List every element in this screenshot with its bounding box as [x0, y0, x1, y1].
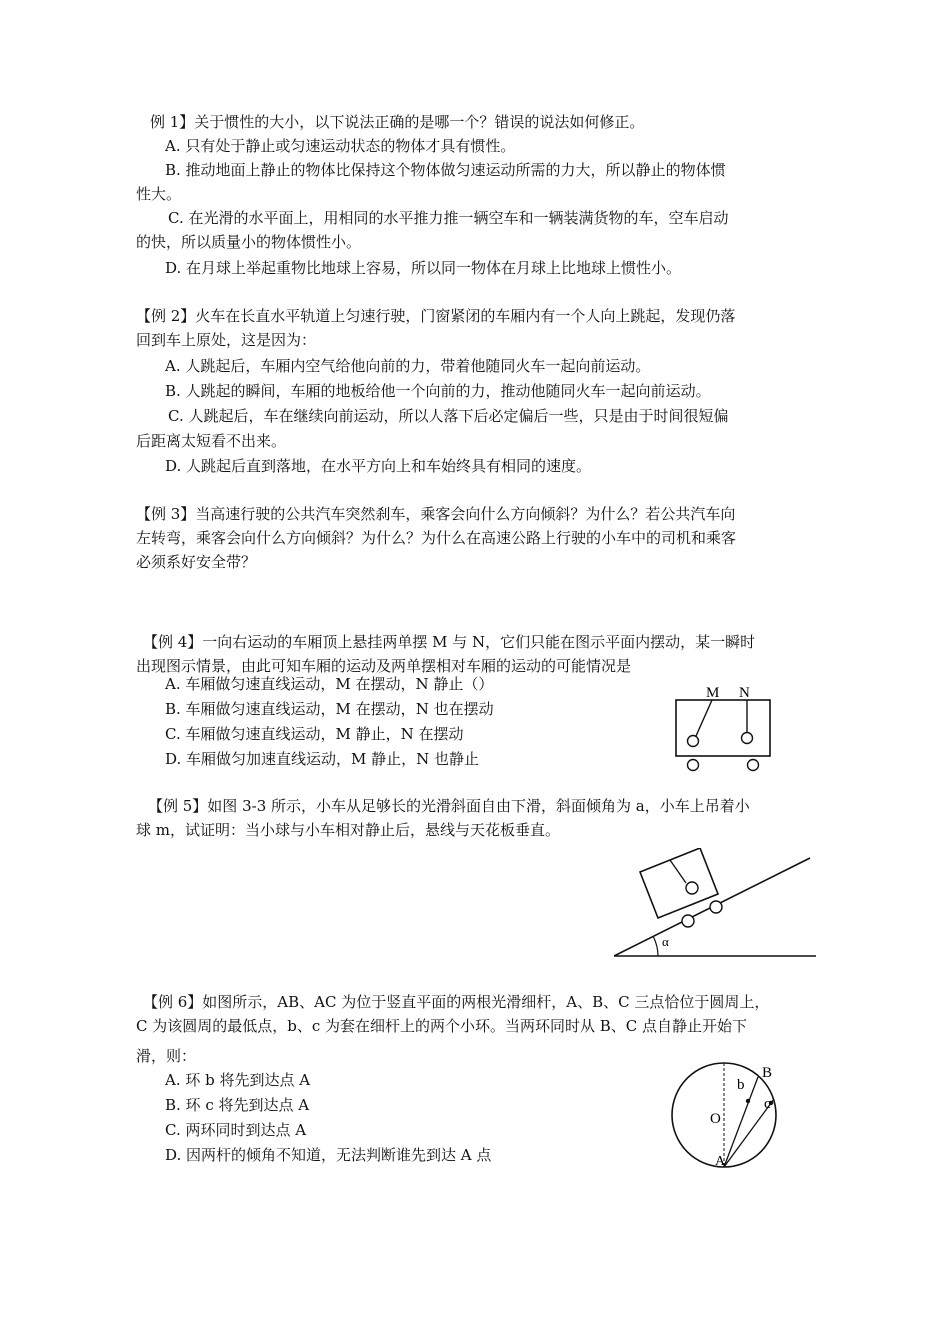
ex4-label-n: N [739, 685, 750, 701]
ex6-label-point-a: A [715, 1154, 726, 1169]
ex3-question-line2: 左转弯，乘客会向什么方向倾斜？为什么？为什么在高速公路上行驶的小车中的司机和乘客 [136, 529, 737, 547]
ex5-question-line2: 球 m，试证明：当小球与小车相对静止后，悬线与天花板垂直。 [136, 821, 560, 839]
ex6-question-line1: 【例 6】如图所示，AB、AC 为位于竖直平面的两根光滑细杆，A、B、C 三点恰位于圆周上， [143, 993, 770, 1011]
ex6-option-b: B. 环 c 将先到达点 A [165, 1096, 310, 1114]
ex4-label-m: M [706, 685, 720, 701]
ex3-question-line1: 【例 3】当高速行驶的公共汽车突然刹车，乘客会向什么方向倾斜？为什么？若公共汽车向 [136, 505, 736, 523]
ex6-label-center-o: O [710, 1111, 721, 1127]
ex1-option-b-line2: 性大。 [136, 185, 182, 203]
ex4-option-c: C. 车厢做匀速直线运动，M 静止，N 在摆动 [165, 725, 464, 743]
ex4-option-a: A. 车厢做匀速直线运动，M 在摆动，N 静止（） [165, 675, 494, 693]
ex5-label-alpha: α [662, 934, 669, 949]
ex4-question-line1: 【例 4】一向右运动的车厢顶上悬挂两单摆 M 与 N，它们只能在图示平面内摆动，某一瞬时 [143, 633, 756, 651]
ex4-option-b: B. 车厢做匀速直线运动，M 在摆动，N 也在摆动 [165, 700, 494, 718]
ex6-question-line2: C 为该圆周的最低点，b、c 为套在细杆上的两个小环。当两环同时从 B、C 点自静止开始下 [136, 1017, 748, 1035]
ex6-label-ring-c: c [764, 1096, 771, 1112]
ex4-figure-carriage [668, 682, 778, 774]
ex5-figure-incline [610, 848, 820, 960]
ex2-option-a: A. 人跳起后，车厢内空气给他向前的力，带着他随同火车一起向前运动。 [165, 357, 651, 375]
ex4-option-d: D. 车厢做匀加速直线运动，M 静止，N 也静止 [165, 750, 480, 768]
ex1-option-a: A. 只有处于静止或匀速运动状态的物体才具有惯性。 [165, 137, 516, 155]
ex2-option-c-line2: 后距离太短看不出来。 [136, 432, 287, 450]
ex2-question-line1: 【例 2】火车在长直水平轨道上匀速行驶，门窗紧闭的车厢内有一个人向上跳起，发现仍落 [136, 307, 736, 325]
ex5-question-line1: 【例 5】如图 3-3 所示，小车从足够长的光滑斜面自由下滑，斜面倾角为 a，小车上吊着小 [148, 797, 750, 815]
ex2-option-d: D. 人跳起后直到落地，在水平方向上和车始终具有相同的速度。 [165, 457, 592, 475]
ex1-option-c-line2: 的快，所以质量小的物体惯性小。 [136, 233, 362, 251]
ex1-question: 例 1】关于惯性的大小，以下说法正确的是哪一个？错误的说法如何修正。 [150, 113, 645, 131]
ex2-option-c-line1: C. 人跳起后，车在继续向前运动，所以人落下后必定偏后一些，只是由于时间很短偏 [168, 407, 729, 425]
ex6-question-line3: 滑，则： [136, 1047, 197, 1065]
ex6-option-d: D. 因两杆的倾角不知道，无法判断谁先到达 A 点 [165, 1146, 492, 1164]
ex1-option-d: D. 在月球上举起重物比地球上容易，所以同一物体在月球上比地球上惯性小。 [165, 259, 682, 277]
ex2-option-b: B. 人跳起的瞬间，车厢的地板给他一个向前的力，推动他随同火车一起向前运动。 [165, 382, 711, 400]
ex1-option-b-line1: B. 推动地面上静止的物体比保持这个物体做匀速运动所需的力大，所以静止的物体惯 [165, 161, 726, 179]
ex3-question-line3: 必须系好安全带？ [136, 553, 257, 571]
ex6-figure-circle [668, 1058, 788, 1172]
ex6-option-c: C. 两环同时到达点 A [165, 1121, 307, 1139]
ex6-option-a: A. 环 b 将先到达点 A [165, 1071, 311, 1089]
ex6-label-ring-b: b [737, 1077, 745, 1093]
ex2-question-line2: 回到车上原处，这是因为： [136, 331, 317, 349]
ex1-option-c-line1: C. 在光滑的水平面上，用相同的水平推力推一辆空车和一辆装满货物的车，空车启动 [168, 209, 729, 227]
ex4-question-line2: 出现图示情景，由此可知车厢的运动及两单摆相对车厢的运动的可能情况是 [136, 657, 632, 675]
ex6-label-point-b-upper: B [762, 1065, 773, 1081]
